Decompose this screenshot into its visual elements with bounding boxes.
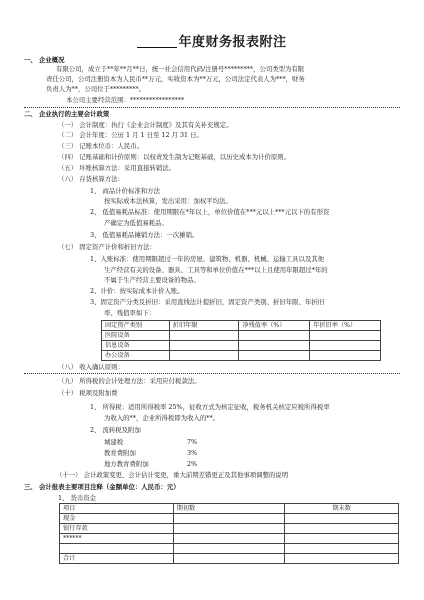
table-cell [169,341,239,351]
fixed-asset-line-2: 生产经营有关的设备、器具、工具等和单位价值在***以上且使用年限超过*年的 [104,266,328,274]
table-cell [60,544,174,554]
inventory-line-4: 产确定为低值易耗品。 [104,219,168,227]
policy-item-6: （六） 存货核算方法： [58,175,124,183]
table-row [60,544,399,554]
table-cell [310,331,381,341]
profile-line-3: 负责人为**，公司位于*********。 [46,85,146,93]
table-row [60,524,399,534]
table-cell: 医院设备 [102,331,170,341]
fixed-asset-line-4: 2、计价：按实际成本计价入账。 [90,287,184,295]
company-name-blank [137,35,177,48]
section-3-heading: 三、 会计报表主要项目注释（金额单位：人民币：元） [24,483,180,491]
table-cell [173,554,285,564]
policy-change-note: （十一） 会计政策变更、会计估计变更，重大前期差错更正及其他事项调整的说明 [56,471,289,479]
surtax-rate: 3% [187,449,198,457]
table-cell [169,351,239,361]
income-tax-method: （九） 所得税的会计处理方法：采用应付税款法。 [58,377,201,385]
surtax-name: 城建税 [104,438,124,446]
tax-line-2: 为收入的**，企业所得税即为收入的**。 [104,414,220,422]
inventory-line-1: 1、 商品计价标准和方法 [90,187,161,195]
report-title [0,31,424,50]
surtax-rate: 7% [187,438,198,446]
table-row [60,514,399,524]
table-header-row [60,504,399,514]
table-cell [169,331,239,341]
profile-line-1: 有限公司，成立于**年**月**日，统一社会信用代码/注册号*********，公司类型为有限 [56,65,305,73]
table-cell [285,554,399,564]
table-cell: 银行存款 [60,524,174,534]
table-cell: 现金 [60,514,174,524]
table-cell [239,331,310,341]
section-1-heading: 一、 企业概况 [24,56,65,64]
table-cell [173,544,285,554]
table-header-cell: 净残值率（%） [239,321,310,331]
table-header-cell: 固定资产类别 [102,321,170,331]
table-cell [285,514,399,524]
table-cell [173,534,285,544]
table-row [102,341,381,351]
table-header-row [102,321,381,331]
fixed-asset-line-6: 率、残值率如下： [104,309,156,317]
cash-subheading: 1、 货币资金 [58,494,97,502]
report-title-text: 年度财务报表附注 [178,35,287,50]
surtax-rate: 2% [187,460,198,468]
policy-item-3: （三） 记账本位币：人民币。 [58,142,144,150]
table-cell [285,524,399,534]
table-cell [310,341,381,351]
table-header-cell: 期初数 [173,504,285,514]
section-2-heading: 二、 企业执行的主要会计政策 [24,110,110,118]
inventory-line-3: 2、 低值易耗品标准：使用期限在*年以上，单位价值在***元以上***元以下的有形资 [90,208,330,216]
table-cell: ****** [60,534,174,544]
table-cell [285,534,399,544]
table-cell: 合计 [60,554,174,564]
policy-item-5: （五） 坏账核算方法：采用直接转销法。 [58,164,176,172]
table-header-cell: 期末数 [285,504,399,514]
section-divider [24,107,400,108]
table-row [60,534,399,544]
table-cell [239,351,310,361]
table-cell: 办公设备 [102,351,170,361]
fixed-asset-line-5: 3、固定资产分类及折旧：采用直线法计提折旧，固定资产类别、折旧年限、年折旧 [90,298,325,306]
table-cell [310,351,381,361]
profile-line-2: 责任公司，公司注册资本为人民币**万元，实收资本为**万元，公司法定代表人为***，财务 [46,75,305,83]
policy-item-4: （四） 记账基础和计价原则：以权责发生制为记账基础，以历史成本为计价原则。 [58,153,291,161]
revenue-recognition: （八） 收入确认原则： [58,363,124,371]
tax-heading: （十） 税项及附加费 [58,389,118,397]
tax-line-1: 1、 所得税：适用所得税率 25%，征收方式为核定征收，税务机关核定应税所得税率 [90,403,330,411]
table-header-cell: 项目 [60,504,174,514]
fixed-asset-line-3: 不属于生产经营主要设备的物品。 [104,276,200,284]
table-header-cell: 年折旧率（%） [310,321,381,331]
inventory-line-5: 3、 低值易耗品摊销方法：一次摊销。 [90,231,199,239]
profile-line-4: 本公司主要经营范围：***************** [66,96,185,104]
cash-table [59,503,399,564]
fixed-asset-line-1: 1、入账标准：使用期限超过一年的房屋、建筑物、机器、机械、运输工具以及其他 [90,255,325,263]
table-header-cell: 折旧年限 [169,321,239,331]
depreciation-table [101,320,381,361]
fixed-asset-heading: （七） 固定资产计价和折旧方法： [58,243,156,251]
section-divider [24,373,400,374]
table-cell [239,341,310,351]
table-row [60,554,399,564]
table-row [102,331,381,341]
tax-line-3: 2、 流转税及附加 [90,426,141,434]
policy-item-2: （二） 会计年度：公历 1 月 1 日至 12 月 31 日。 [58,131,203,139]
surtax-name: 教育费附加 [104,449,136,457]
policy-item-1: （一） 会计制度：执行《企业会计制度》及其有关补充规定。 [58,121,233,129]
inventory-line-2: 按实际成本法核算，发出采用：加权平均法。 [104,197,232,205]
surtax-name: 地方教育费附加 [104,460,149,468]
table-cell [173,524,285,534]
table-cell: 信息设备 [102,341,170,351]
table-cell [173,514,285,524]
table-row [102,351,381,361]
table-cell [285,544,399,554]
